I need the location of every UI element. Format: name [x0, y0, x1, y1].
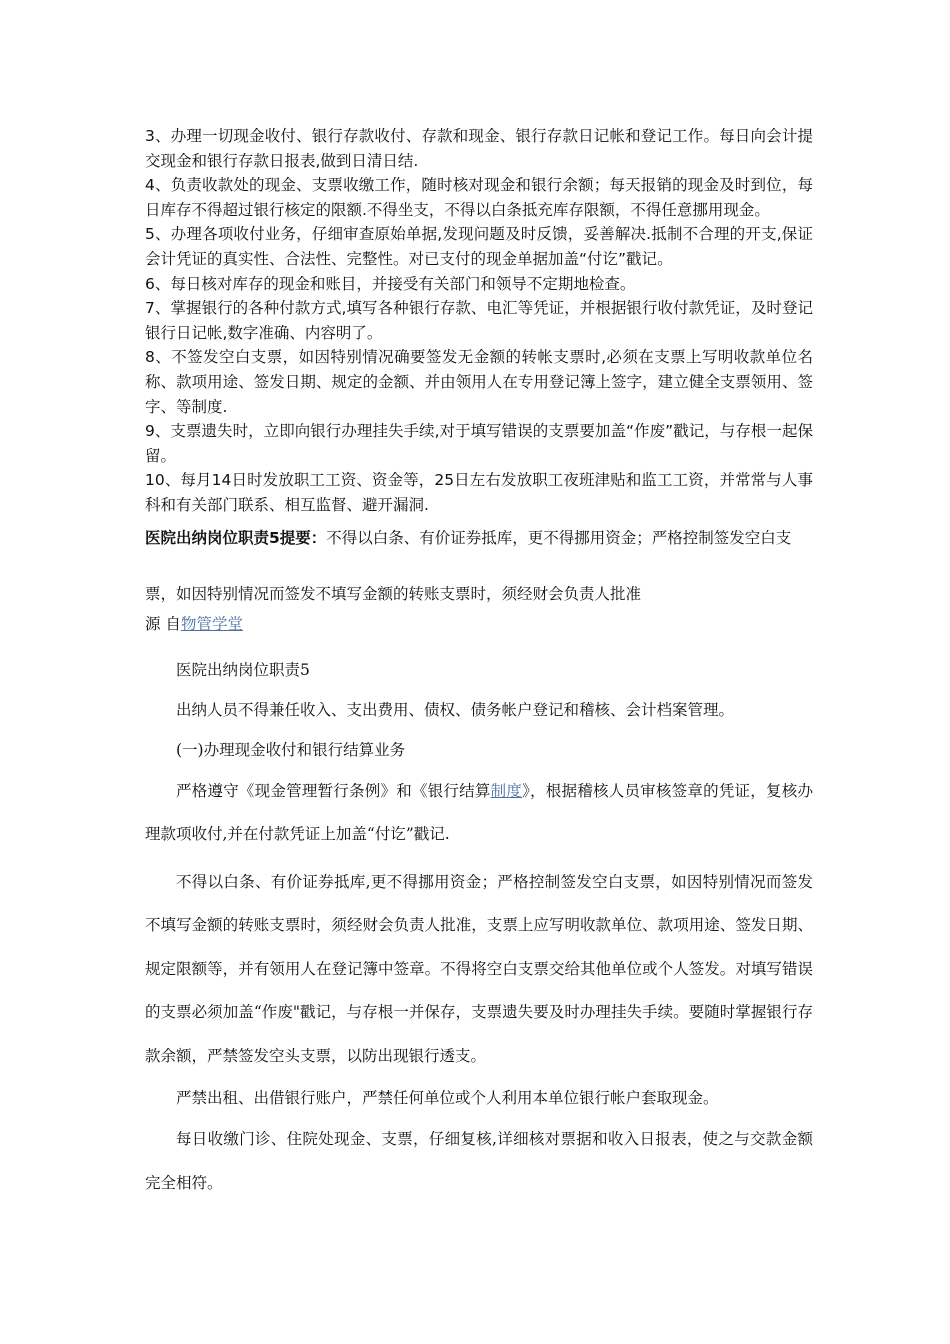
duty-item-7: 7、掌握银行的各种付款方式,填写各种银行存款、电汇等凭证，并根据银行收付款凭证，及时登记银行日记帐,数字准确、内容明了。 [145, 299, 813, 342]
duty-list [145, 124, 813, 518]
rules-text-start: 严格遵守《现金管理暂行条例》和《银行结算 [176, 781, 491, 800]
duty-item-3: 3、办理一切现金收付、银行存款收付、存款和现金、银行存款日记帐和登记工作。每日向会计提交现金和银行存款日报表,做到日清日结. [145, 127, 813, 170]
duty-item-8: 8、不签发空白支票，如因特别情况确要签发无金额的转帐支票时,必须在支票上写明收款单位名称、款项用途、签发日期、规定的金额、并由领用人在专用登记簿上签字，建立健全支票领用、签字、等制度. [145, 348, 813, 416]
summary-text: 不得以白条、有价证券抵库，更不得挪用资金；严格控制签发空白支票，如因特别情况而签发不填写金额的转账支票时，须经财会负责人批准 [145, 528, 792, 603]
duty-item-5: 5、办理各项收付业务，仔细审查原始单据,发现问题及时反馈，妥善解决.抵制不合理的开支,保证会计凭证的真实性、合法性、完整性。对已支付的现金单据加盖“付讫”戳记。 [145, 225, 813, 268]
summary-paragraph [145, 510, 813, 622]
rules-text-end: 》，根据稽核人员审核签章的凭证，复核办理款项收付,并在付款凭证上加盖“付讫”戳记. [145, 781, 813, 843]
duty-item-4: 4、负责收款处的现金、支票收缴工作，随时核对现金和银行余额；每天报销的现金及时到位，每日库存不得超过银行核定的限额.不得坐支，不得以白条抵充库存限额，不得任意挪用现金。 [145, 176, 813, 219]
source-link[interactable]: 物管学堂 [180, 614, 243, 633]
account-paragraph: 严禁出租、出借银行账户，严禁任何单位或个人利用本单位银行帐户套取现金。 [176, 1089, 719, 1107]
duty-item-10: 10、每月14日时发放职工工资、资金等，25日左右发放职工夜班津贴和监工工资，并常常与人事科和有关部门联系、相互监督、避开漏洞. [145, 471, 813, 514]
regulation-link[interactable]: 制度 [490, 781, 523, 800]
cheque-paragraph: 不得以白条、有价证券抵库,更不得挪用资金；严格控制签发空白支票，如因特别情况而签发不填写金额的转账支票时，须经财会负责人批准，支票上应写明收款单位、款项用途、签发日期、规定限额等，并有领用人在登记簿中签章。不得将空白支票交给其他单位或个人签发。对填写错误的支票必须加盖“作废"戳记，与存根一并保存，支票遗失要及时办理挂失手续。要随时掌握银行存款余额，严禁签发空头支票，以防出现银行透支。 [145, 872, 813, 1065]
rules-paragraph [145, 770, 813, 857]
document-body [145, 124, 813, 1205]
section-heading: (一)办理现金收付和银行结算业务 [176, 740, 406, 759]
duty-item-9: 9、支票遗失时，立即向银行办理挂失手续,对于填写错误的支票要加盖“作废”戳记，与存根一起保留。 [145, 422, 813, 465]
source-prefix: 源 自 [145, 614, 181, 633]
intro-paragraph: 出纳人员不得兼任收入、支出费用、债权、债务帐户登记和稽核、会计档案管理。 [176, 700, 735, 719]
section-title: 医院出纳岗位职责5 [176, 660, 310, 679]
summary-label: 医院出纳岗位职责5提要： [145, 528, 327, 547]
duty-detail [145, 650, 813, 1206]
daily-check-paragraph: 每日收缴门诊、住院处现金、支票，仔细复核,详细核对票据和收入日报表，使之与交款金额完全相符。 [145, 1130, 813, 1192]
duty-item-6: 6、每日核对库存的现金和账目，并接受有关部门和领导不定期地检查。 [145, 274, 636, 293]
